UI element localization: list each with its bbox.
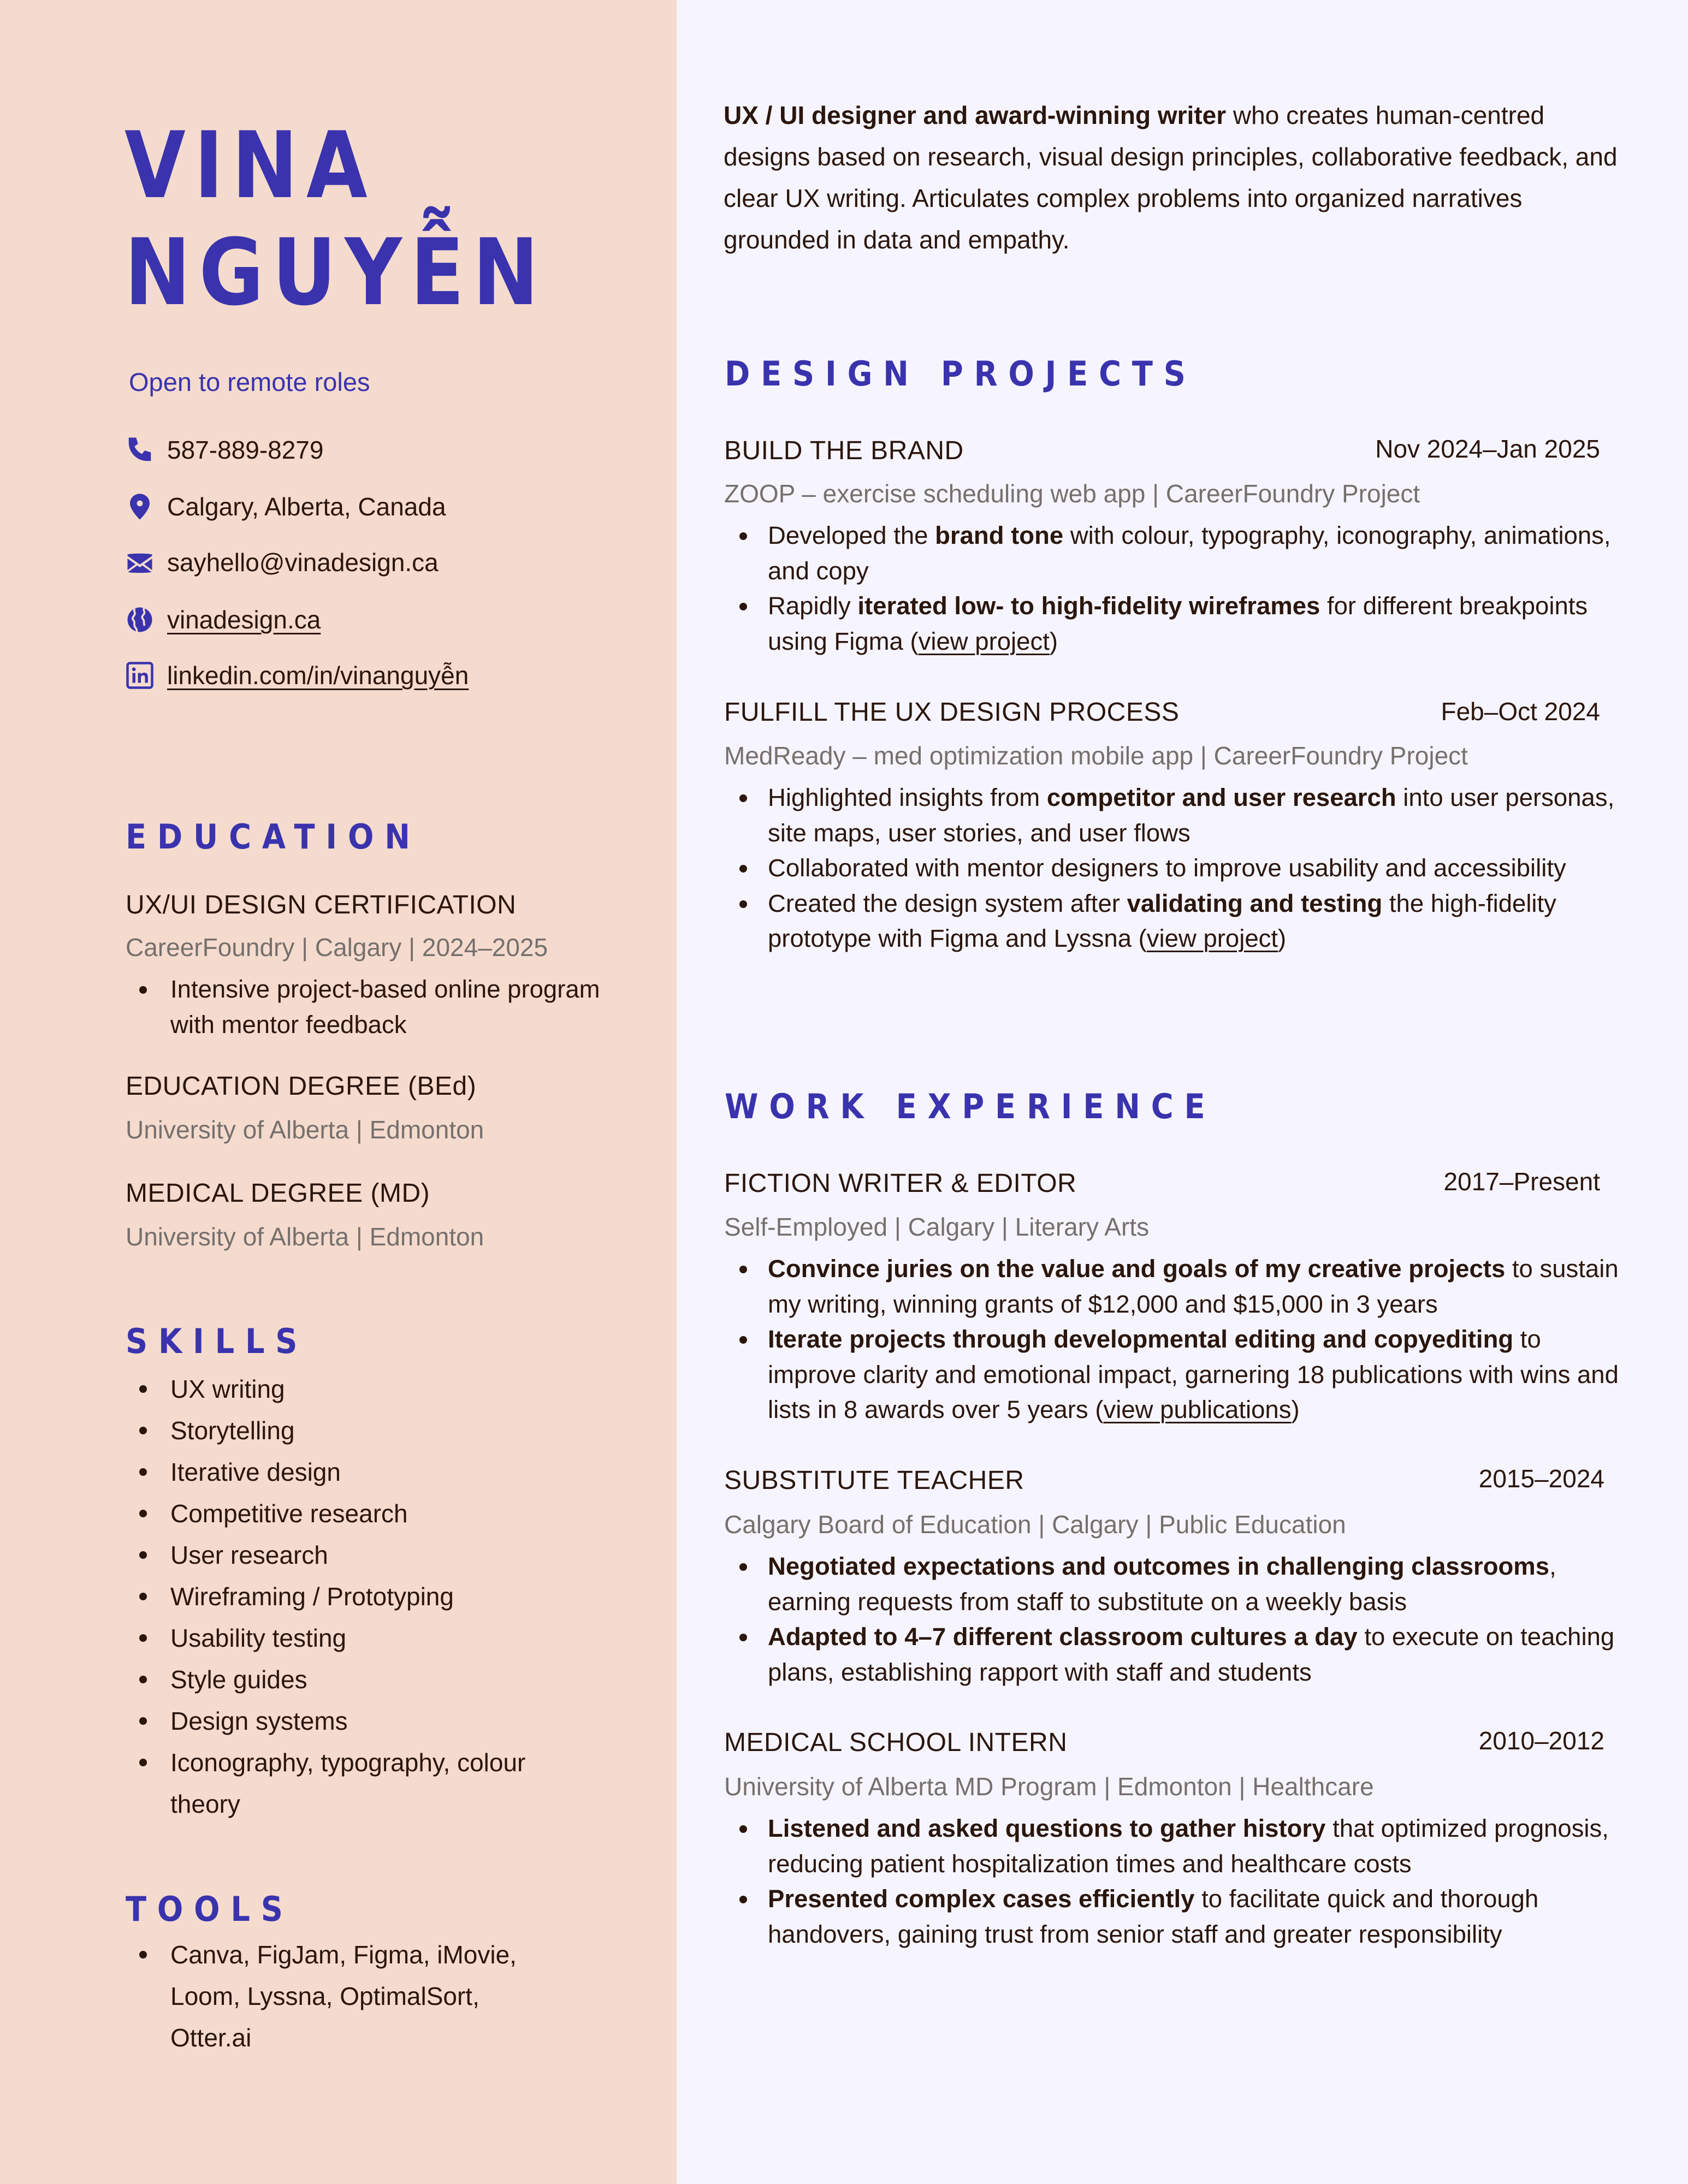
education-title: MEDICAL DEGREE (MD) bbox=[126, 1179, 430, 1208]
education-heading: EDUCATION bbox=[126, 817, 421, 857]
job-bullets bbox=[768, 1251, 1620, 1428]
skill-item: Iterative design bbox=[170, 1451, 553, 1493]
bullet-text: the high-fidelity prototype with Figma and Lyssna ( bbox=[768, 889, 1556, 952]
linkedin-icon bbox=[125, 660, 155, 691]
bullet-text: to facilitate quick and thorough handovers, gaining trust from senior staff and greater responsibility bbox=[768, 1885, 1539, 1948]
project-bullets bbox=[768, 780, 1620, 957]
job-subtitle: University of Alberta MD Program | Edmonton | Healthcare bbox=[724, 1772, 1374, 1801]
project-date: Feb–Oct 2024 bbox=[1441, 697, 1600, 726]
skill-item: UX writing bbox=[170, 1368, 553, 1410]
project-title: FULFILL THE UX DESIGN PROCESS bbox=[724, 698, 1180, 727]
highlight-text: competitor and user research bbox=[1046, 784, 1396, 811]
tools-heading: TOOLS bbox=[126, 1889, 294, 1929]
job-date: 2015–2024 bbox=[1478, 1464, 1604, 1493]
list-item bbox=[768, 1322, 1620, 1428]
list-item: Intensive project-based online program with mentor feedback bbox=[170, 972, 640, 1042]
skill-item: User research bbox=[170, 1534, 553, 1576]
project-bullets bbox=[768, 518, 1620, 659]
education-subtitle: University of Alberta | Edmonton bbox=[126, 1115, 484, 1144]
education-title: EDUCATION DEGREE (BEd) bbox=[126, 1072, 477, 1101]
list-item bbox=[768, 1619, 1620, 1690]
highlight-text: Convince juries on the value and goals of my creative projects bbox=[768, 1255, 1506, 1283]
skill-item: Usability testing bbox=[170, 1617, 553, 1659]
job-subtitle: Self-Employed | Calgary | Literary Arts bbox=[724, 1213, 1150, 1241]
view-link[interactable]: view publications bbox=[1103, 1396, 1292, 1423]
bullet-text: , earning requests from staff to substitute on a weekly basis bbox=[768, 1552, 1556, 1616]
website-link[interactable]: vinadesign.ca bbox=[167, 606, 321, 634]
highlight-text: Iterate projects through developmental editing and copyediting bbox=[768, 1325, 1514, 1353]
design-projects-heading: DESIGN PROJECTS bbox=[725, 354, 1197, 394]
bullet-text: that optimized prognosis, reducing patient hospitalization times and healthcare costs bbox=[768, 1814, 1609, 1878]
location-pin-icon bbox=[125, 491, 155, 522]
job-subtitle: Calgary Board of Education | Calgary | Public Education bbox=[724, 1510, 1346, 1539]
phone-icon bbox=[125, 435, 155, 465]
list-item bbox=[768, 886, 1620, 957]
job-title: MEDICAL SCHOOL INTERN bbox=[724, 1728, 1068, 1757]
location-text: Calgary, Alberta, Canada bbox=[167, 492, 446, 521]
list-item bbox=[768, 1251, 1620, 1322]
bullet-text: with colour, typography, iconography, animations, and copy bbox=[768, 521, 1611, 585]
highlight-text: Adapted to 4–7 different classroom cultures a day bbox=[768, 1623, 1358, 1651]
list-item bbox=[768, 851, 1620, 886]
view-link[interactable]: view project bbox=[918, 627, 1050, 655]
project-date: Nov 2024–Jan 2025 bbox=[1375, 435, 1600, 463]
candidate-name bbox=[125, 112, 547, 326]
list-item bbox=[768, 1811, 1620, 1882]
bullet-text: ) bbox=[1278, 924, 1287, 952]
skills-heading: SKILLS bbox=[126, 1321, 309, 1361]
globe-icon bbox=[125, 604, 155, 635]
work-experience-heading: WORK EXPERIENCE bbox=[725, 1087, 1216, 1126]
education-subtitle: CareerFoundry | Calgary | 2024–2025 bbox=[126, 933, 548, 962]
skill-item: Design systems bbox=[170, 1700, 553, 1742]
phone-number: 587-889-8279 bbox=[167, 436, 324, 464]
skill-item: Iconography, typography, colour theory bbox=[170, 1742, 553, 1825]
job-title: FICTION WRITER & EDITOR bbox=[724, 1169, 1077, 1198]
bullet-text: Collaborated with mentor designers to improve usability and accessibility bbox=[768, 854, 1566, 882]
skill-item: Wireframing / Prototyping bbox=[170, 1576, 553, 1617]
skills-list bbox=[170, 1368, 553, 1825]
contact-linkedin bbox=[125, 659, 469, 692]
skill-item: Storytelling bbox=[170, 1410, 553, 1451]
highlight-text: validating and testing bbox=[1127, 889, 1383, 917]
availability-note: Open to remote roles bbox=[129, 367, 370, 396]
list-item bbox=[768, 1549, 1620, 1619]
linkedin-link[interactable]: linkedin.com/in/vinanguyễn bbox=[167, 661, 469, 690]
contact-location bbox=[125, 490, 446, 523]
tools-list bbox=[170, 1934, 542, 2058]
bullet-text: Created the design system after bbox=[768, 889, 1127, 917]
list-item bbox=[768, 780, 1620, 851]
bullet-text: for different breakpoints using Figma ( bbox=[768, 592, 1588, 655]
contact-phone bbox=[125, 434, 323, 466]
bullet-text: Highlighted insights from bbox=[768, 784, 1047, 811]
mail-icon bbox=[125, 547, 155, 578]
skill-item: Competitive research bbox=[170, 1493, 553, 1534]
highlight-text: Presented complex cases efficiently bbox=[768, 1885, 1195, 1913]
list-item bbox=[768, 1882, 1620, 1952]
highlight-text: Listened and asked questions to gather history bbox=[768, 1814, 1326, 1842]
job-bullets bbox=[768, 1811, 1620, 1952]
summary-text: who creates human-centred designs based on research, visual design principles, collaborative feedback, and clear UX writing. Articulates complex problems into organized narratives grounded in data and empathy. bbox=[724, 101, 1618, 254]
project-subtitle: MedReady – med optimization mobile app | CareerFoundry Project bbox=[724, 741, 1468, 770]
bullet-text: to execute on teaching plans, establishing rapport with staff and students bbox=[768, 1623, 1615, 1686]
job-title: SUBSTITUTE TEACHER bbox=[724, 1466, 1024, 1495]
bullet-text: ) bbox=[1049, 627, 1058, 655]
bullet-text: to sustain my writing, winning grants of $12,000 and $15,000 in 3 years bbox=[768, 1255, 1619, 1318]
highlight-text: brand tone bbox=[935, 521, 1064, 549]
job-date: 2010–2012 bbox=[1478, 1726, 1604, 1755]
summary-highlight: UX / UI designer and award-winning writer bbox=[724, 101, 1227, 129]
skill-item: Style guides bbox=[170, 1659, 553, 1700]
list-item: Canva, FigJam, Figma, iMovie, Loom, Lyssna, OptimalSort, Otter.ai bbox=[170, 1934, 542, 2058]
education-bullets bbox=[170, 972, 640, 1042]
project-title: BUILD THE BRAND bbox=[724, 436, 964, 465]
list-item bbox=[768, 589, 1620, 659]
job-bullets bbox=[768, 1549, 1620, 1690]
bullet-text: into user personas, site maps, user stories, and user flows bbox=[768, 784, 1615, 847]
contact-email bbox=[125, 546, 439, 579]
first-name: VINA bbox=[125, 112, 376, 219]
education-title: UX/UI DESIGN CERTIFICATION bbox=[126, 891, 517, 919]
view-link[interactable]: view project bbox=[1146, 924, 1278, 952]
bullet-text: Rapidly bbox=[768, 592, 858, 620]
bullet-text: Developed the bbox=[768, 521, 935, 549]
last-name: NGUYỄN bbox=[125, 219, 547, 326]
highlight-text: Negotiated expectations and outcomes in challenging classrooms bbox=[768, 1552, 1550, 1580]
project-subtitle: ZOOP – exercise scheduling web app | CareerFoundry Project bbox=[724, 479, 1420, 508]
job-date: 2017–Present bbox=[1443, 1167, 1600, 1196]
list-item bbox=[768, 518, 1620, 589]
bullet-text: ) bbox=[1291, 1396, 1300, 1423]
highlight-text: iterated low- to high-fidelity wireframes bbox=[857, 592, 1320, 620]
education-subtitle: University of Alberta | Edmonton bbox=[126, 1222, 484, 1251]
professional-summary bbox=[724, 94, 1630, 260]
contact-website bbox=[125, 603, 321, 636]
email-address[interactable]: sayhello@vinadesign.ca bbox=[167, 548, 439, 577]
bullet-text: to improve clarity and emotional impact, garnering 18 publications with wins and lists in 8 awards over 5 years ( bbox=[768, 1325, 1619, 1423]
